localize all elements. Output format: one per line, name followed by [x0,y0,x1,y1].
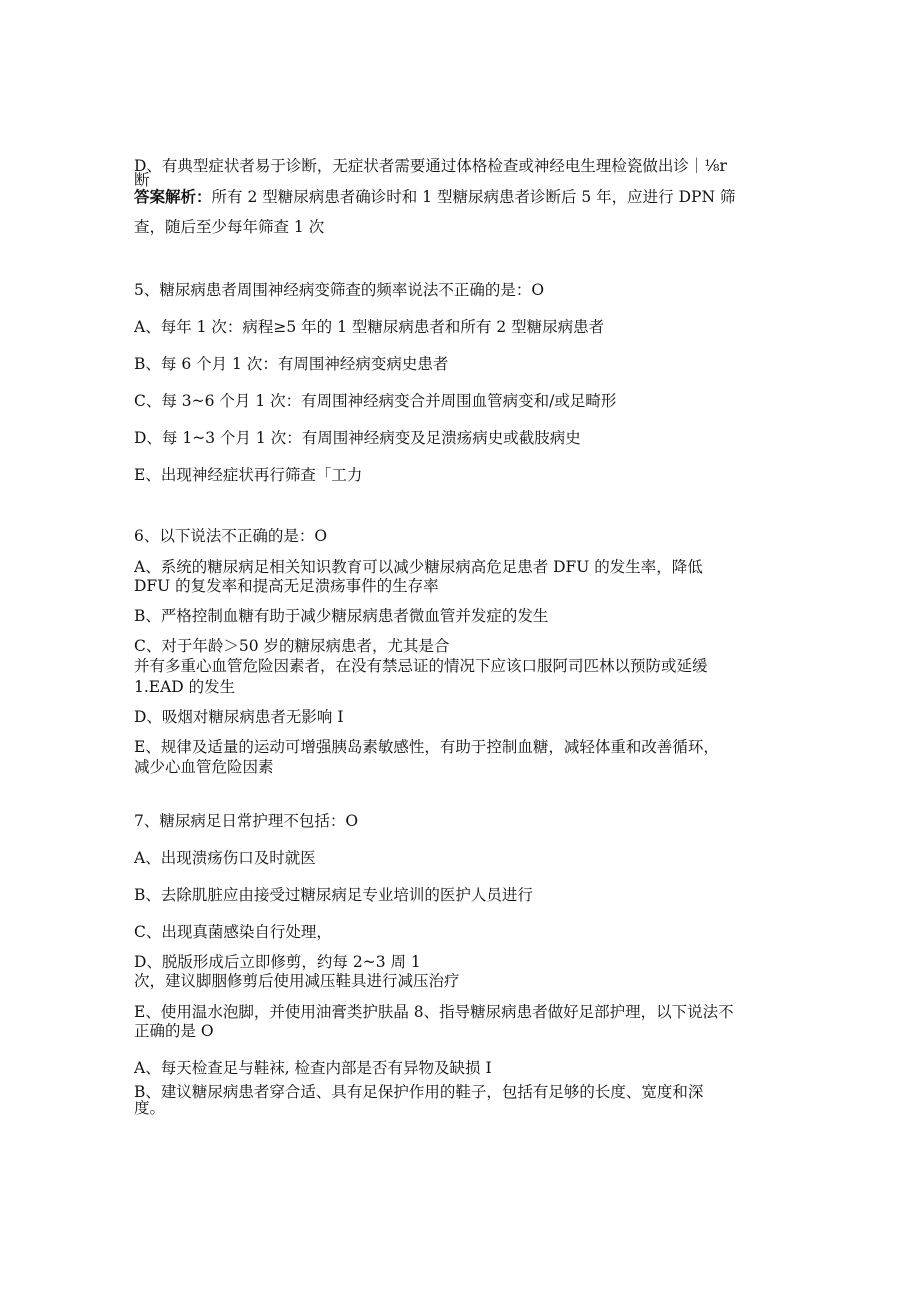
answer-analysis-text: 所有 2 型糖尿病患者确诊时和 1 型糖尿病患者诊断后 5 年，应进行 DPN 筛 [211,188,736,206]
q7-option-c: C、出现真菌感染自行处理， [134,923,332,941]
q7-option-e-cont: 正确的是 O [134,1022,214,1040]
q6-option-a: A、系统的糖尿病足相关知识教育可以减少糖尿病高危足患者 DFU 的发生率，降低 [134,558,703,576]
q5-option-a: A、每年 1 次：病程≥5 年的 1 型糖尿病患者和所有 2 型糖尿病患者 [134,318,605,336]
q5-option-d: D、每 1~3 个月 1 次：有周围神经病变及足溃疡病史或截肢病史 [134,429,581,447]
q8-option-b-cont: 度。 [134,1099,166,1117]
intro-option-d-tail: 断 [134,171,150,189]
q6-option-e-cont: 减少心血管危险因素 [134,758,274,776]
q6-option-e: E、规律及适量的运动可增强胰岛素敏感性，有助于控制血糖，减轻体重和改善循环， [134,738,719,756]
q6-option-d: D、吸烟对糖尿病患者无影响 I [134,708,344,726]
q8-option-b: B、建议糖尿病患者穿合适、具有足保护作用的鞋子，包括有足够的长度、宽度和深 [134,1083,704,1101]
q6-option-b: B、严格控制血糖有助于减少糖尿病患者微血管并发症的发生 [134,607,549,625]
q7-option-d-cont: 次，建议脚胭修剪后使用减压鞋具进行减压治疗 [134,972,460,990]
q7-option-d: D、脱版形成后立即修剪，约每 2~3 周 1 [134,953,421,971]
q7-option-b: B、去除肌脏应由接受过糖尿病足专业培训的医护人员进行 [134,886,533,904]
answer-analysis-label: 答案解析： [134,187,212,206]
q7-option-e: E、使用温水泡脚，并使用油膏类护肤晶 8、指导糖尿病患者做好足部护理，以下说法不 [134,1003,734,1021]
q5-option-c: C、每 3~6 个月 1 次：有周围神经病变合并周围血管病变和/或足畸形 [134,392,617,410]
q8-option-a: A、每天检查足与鞋袜, 检查内部是否有异物及缺损 I [134,1059,492,1077]
q6-option-c-cont: 并有多重心血管危险因素者，在没有禁忌证的情况下应该口服阿司匹林以预防或延缓 [134,657,708,675]
answer-analysis [134,188,735,206]
intro-option-d: D、有典型症状者易于诊断，无症状者需要通过体格检查或神经电生理检瓷做出诊｜⅛r [134,157,727,175]
q5-option-b: B、每 6 个月 1 次：有周围神经病变病史患者 [134,355,449,373]
q7-option-a: A、出现溃疡伤口及时就医 [134,849,316,867]
q5-stem: 5、糖尿病患者周围神经病变筛查的频率说法不正确的是：O [134,281,545,299]
q6-option-c-cont2: 1.EAD 的发生 [134,678,236,696]
q7-stem: 7、糖尿病足日常护理不包括：O [134,812,359,830]
q6-option-c: C、对于年龄＞50 岁的糖尿病患者，尤其是合 [134,637,450,655]
q6-option-a-cont: DFU 的复发率和提高无足溃疡事件的生存率 [134,577,439,595]
answer-analysis-cont: 查，随后至少每年筛查 1 次 [134,218,325,236]
q5-option-e: E、出现神经症状再行筛查「工力 [134,466,363,484]
q6-stem: 6、以下说法不正确的是：O [134,527,328,545]
